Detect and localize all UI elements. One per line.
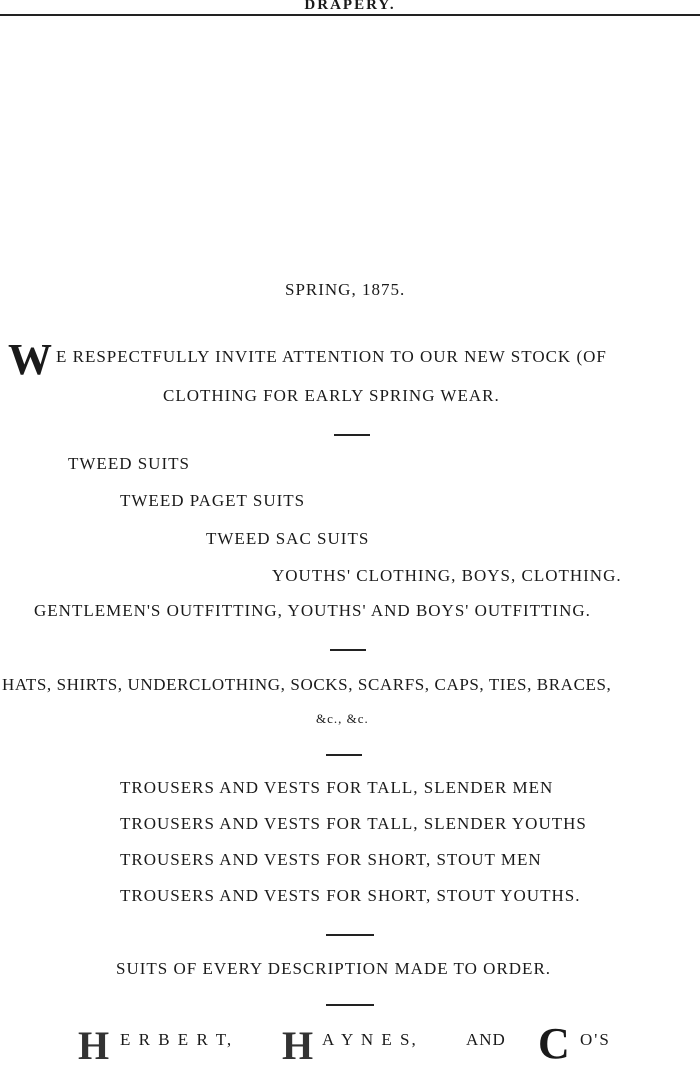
- separator-5: [326, 1004, 374, 1006]
- suit-line-3: TWEED SAC SUITS: [206, 529, 370, 548]
- footer-word-haynes: A Y N E S,: [322, 1030, 418, 1049]
- footer-word-herbert: E R B E R T,: [120, 1030, 234, 1049]
- footer-cap-h-1: H: [78, 1023, 110, 1068]
- trousers-line-4: TROUSERS AND VESTS FOR SHORT, STOUT YOUTHS.: [120, 886, 581, 905]
- suit-line-1: TWEED SUITS: [68, 454, 190, 473]
- accessories-line: HATS, SHIRTS, UNDERCLOTHING, SOCKS, SCARFS, CAPS, TIES, BRACES,: [2, 675, 612, 694]
- separator-3: [326, 754, 362, 756]
- footer-word-and: AND: [466, 1030, 506, 1049]
- footer-word-cos: O'S: [580, 1030, 611, 1049]
- intro-line-2: CLOTHING FOR EARLY SPRING WEAR.: [163, 386, 500, 405]
- season-heading: SPRING, 1875.: [285, 280, 406, 299]
- footer-cap-c: C: [538, 1019, 570, 1068]
- separator-1: [334, 434, 370, 436]
- footer-cap-h-2: H: [282, 1023, 314, 1068]
- trousers-line-1: TROUSERS AND VESTS FOR TALL, SLENDER MEN: [120, 778, 554, 797]
- trousers-line-3: TROUSERS AND VESTS FOR SHORT, STOUT MEN: [120, 850, 542, 869]
- intro-line-1: E RESPECTFULLY INVITE ATTENTION TO OUR NEW STOCK (OF: [56, 347, 607, 366]
- made-to-order-line: SUITS OF EVERY DESCRIPTION MADE TO ORDER.: [116, 959, 552, 978]
- suit-line-2: TWEED PAGET SUITS: [120, 491, 306, 510]
- separator-2: [330, 649, 366, 651]
- page-header: DRAPERY.: [304, 0, 396, 13]
- suit-line-4: YOUTHS' CLOTHING, BOYS, CLOTHING.: [272, 566, 622, 585]
- intro-dropcap: W: [8, 335, 52, 384]
- trousers-line-2: TROUSERS AND VESTS FOR TALL, SLENDER YOUTHS: [120, 814, 587, 833]
- outfitting-line: GENTLEMEN'S OUTFITTING, YOUTHS' AND BOYS' OUTFITTING.: [34, 601, 591, 620]
- header-rule: [0, 14, 700, 16]
- separator-4: [326, 934, 374, 936]
- etc-line: &c., &c.: [316, 711, 369, 726]
